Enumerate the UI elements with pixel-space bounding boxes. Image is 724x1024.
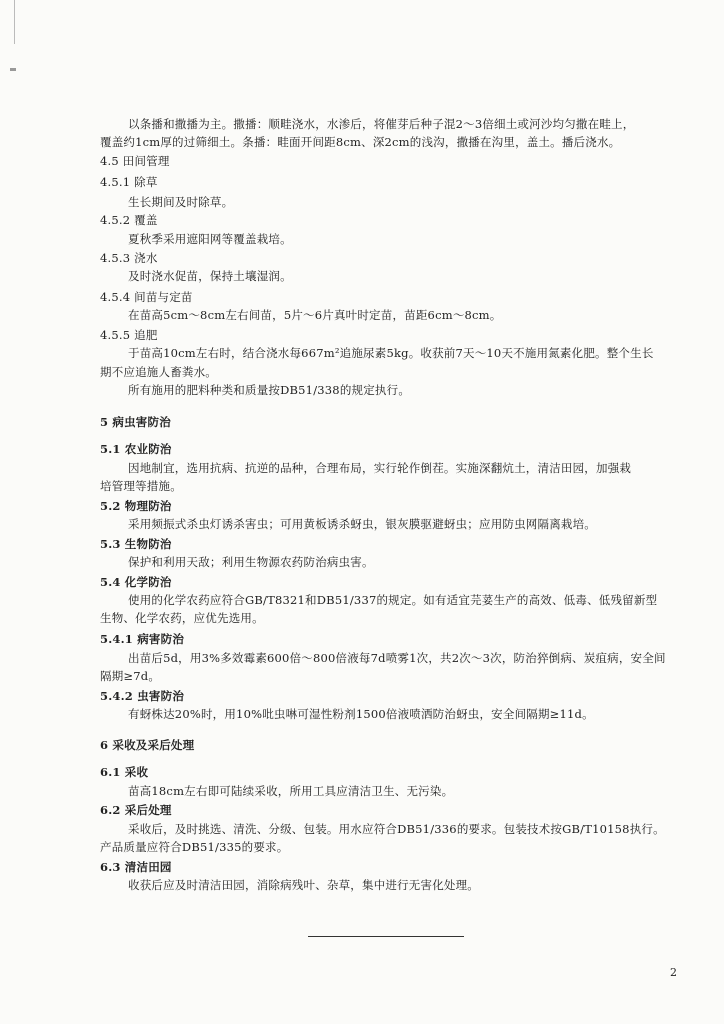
heading-4-5-1: 4.5.1 除草	[100, 175, 158, 189]
scan-edge-mark	[14, 0, 15, 44]
heading-5-4: 5.4 化学防治	[100, 575, 172, 589]
para-postharvest-line2: 产品质量应符合DB51/335的要求。	[100, 840, 289, 854]
heading-4-5-2: 4.5.2 覆盖	[100, 213, 158, 227]
para-chem-control-line2: 生物、化学农药，应优先选用。	[100, 611, 264, 625]
heading-5-4-1: 5.4.1 病害防治	[100, 632, 185, 646]
heading-section-6: 6 采收及采后处理	[100, 738, 195, 752]
heading-5-4-2: 5.4.2 虫害防治	[100, 689, 185, 703]
para-fertilizing-line1: 于苗高10cm左右时，结合浇水每667m²追施尿素5kg。收获前7天～10天不施用氮素化肥。整个生长	[128, 346, 654, 360]
para-covering: 夏秋季采用遮阳网等覆盖栽培。	[128, 232, 292, 246]
para-fertilizing-line2: 期不应追施人畜粪水。	[100, 365, 217, 379]
para-agri-control-line2: 培管理等措施。	[100, 479, 182, 493]
para-postharvest-line1: 采收后，及时挑选、清洗、分级、包装。用水应符合DB51/336的要求。包装技术按GB/T10158执行。	[128, 822, 665, 836]
end-rule	[308, 936, 464, 937]
para-thinning: 在苗高5cm～8cm左右间苗，5片～6片真叶时定苗，苗距6cm～8cm。	[128, 308, 502, 322]
heading-6-1: 6.1 采收	[100, 765, 149, 779]
para-weeding: 生长期间及时除草。	[128, 195, 234, 209]
para-field-cleaning: 收获后应及时清洁田园，消除病残叶、杂草，集中进行无害化处理。	[128, 878, 479, 892]
heading-4-5-3: 4.5.3 浇水	[100, 251, 158, 265]
para-sowing-line1: 以条播和撒播为主。撒播：顺畦浇水，水渗后，将催芽后种子混2～3倍细土或河沙均匀撒在畦上，	[128, 117, 635, 131]
para-bio-control: 保护和利用天敌；利用生物源农药防治病虫害。	[128, 555, 374, 569]
heading-4-5-4: 4.5.4 间苗与定苗	[100, 290, 193, 304]
para-disease-control-line1: 出苗后5d，用3%多效霉素600倍～800倍液每7d喷雾1次，共2次～3次，防治猝倒病、炭疽病，安全间	[128, 651, 666, 665]
scan-edge-tick	[10, 68, 16, 71]
para-harvest: 苗高18cm左右即可陆续采收，所用工具应清洁卫生、无污染。	[128, 784, 454, 798]
heading-5-3: 5.3 生物防治	[100, 537, 172, 551]
heading-4-5: 4.5 田间管理	[100, 154, 170, 168]
heading-6-3: 6.3 清洁田园	[100, 860, 172, 874]
para-fertilizer-standard: 所有施用的肥料种类和质量按DB51/338的规定执行。	[128, 383, 411, 397]
page-number: 2	[670, 966, 677, 979]
heading-section-5: 5 病虫害防治	[100, 415, 171, 429]
para-physical-control: 采用频振式杀虫灯诱杀害虫；可用黄板诱杀蚜虫，银灰膜驱避蚜虫；应用防虫网隔离栽培。	[128, 517, 596, 531]
para-pest-control: 有蚜株达20%时，用10%吡虫啉可湿性粉剂1500倍液喷洒防治蚜虫，安全间隔期≥11d。	[128, 707, 594, 721]
heading-6-2: 6.2 采后处理	[100, 803, 172, 817]
heading-4-5-5: 4.5.5 追肥	[100, 328, 158, 342]
para-chem-control-line1: 使用的化学农药应符合GB/T8321和DB51/337的规定。如有适宜芫荽生产的高效、低毒、低残留新型	[128, 593, 658, 607]
heading-5-2: 5.2 物理防治	[100, 499, 172, 513]
para-agri-control-line1: 因地制宜，选用抗病、抗逆的品种，合理布局，实行轮作倒茬。实施深翻炕土，清洁田园，加强栽	[128, 461, 632, 475]
para-watering: 及时浇水促苗，保持土壤湿润。	[128, 269, 292, 283]
heading-5-1: 5.1 农业防治	[100, 442, 172, 456]
para-disease-control-line2: 隔期≥7d。	[100, 669, 161, 683]
para-sowing-line2: 覆盖约1cm厚的过筛细土。条播：畦面开间距8cm、深2cm的浅沟，撒播在沟里，盖土。播后浇水。	[100, 135, 621, 149]
